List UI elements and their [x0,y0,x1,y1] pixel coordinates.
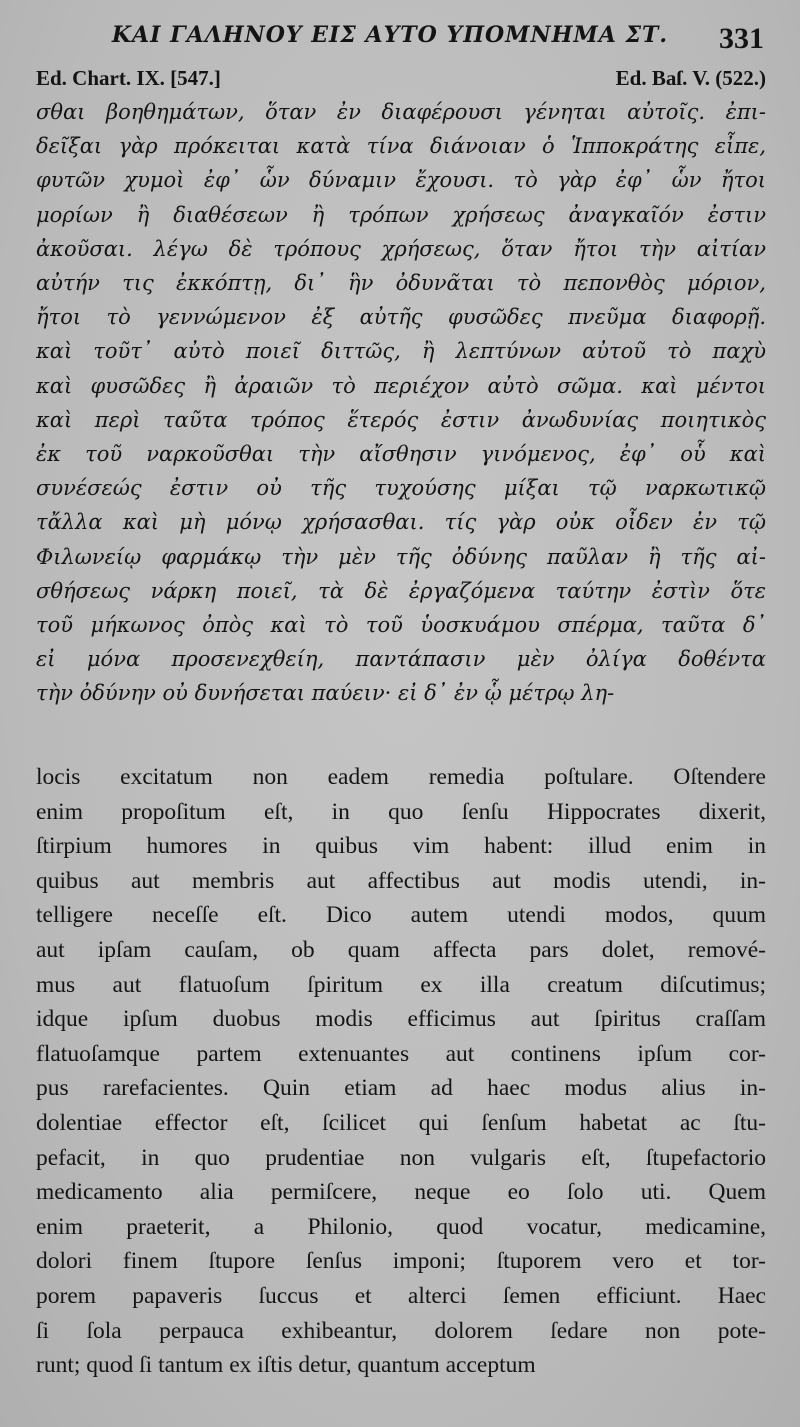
latin-text-line: idque ipſum duobus modis efficimus aut ſpiritus craſſam [36,1006,766,1033]
latin-text-line: pus rarefacientes. Quin etiam ad haec modus alius in- [36,1075,766,1102]
greek-text-line: φυτῶν χυμοὶ ἐφ᾽ ὧν δύναμιν ἔχουσι. τὸ γὰρ ἐφ᾽ ὧν ἤτοι [36,168,766,193]
greek-text-line: τἄλλα καὶ μὴ μόνῳ χρήσασθαι. τίς γὰρ οὐκ οἶδεν ἐν τῷ [36,510,766,535]
greek-text-line: ἤτοι τὸ γεννώμενον ἐξ αὐτῆς φυσῶδες πνεῦμα διαφορῇ. [36,305,766,330]
page-number: 331 [719,22,764,55]
greek-text-line: δεῖξαι γὰρ πρόκειται κατὰ τίνα διάνοιαν ὁ Ἱπποκράτης εἶπε, [36,134,766,159]
greek-text-line: ἐκ τοῦ ναρκοῦσθαι τὴν αἴσθησιν γινόμενος, ἐφ᾽ οὗ καὶ [36,442,766,467]
greek-text-line: εἰ μόνα προσενεχθείη, παντάπασιν μὲν ὀλίγα δοθέντα [36,647,766,672]
greek-text-line: συνέσεώς ἐστιν οὐ τῆς τυχούσης μίξαι τῷ ναρκωτικῷ [36,476,766,501]
latin-text-block [36,760,766,1383]
greek-text-line: καὶ περὶ ταῦτα τρόπος ἕτερός ἐστιν ἀνωδυνίας ποιητικὸς [36,407,766,432]
running-title: ΚΑΙ ΓΑΛΗΝΟΥ ΕΙΣ ΑΥΤΟ ΥΠΟΜΝΗΜΑ ΣΤ. [111,22,669,48]
greek-text-line: σθήσεως νάρκη ποιεῖ, τὰ δὲ ἐργαζόμενα ταύτην ἐστὶν ὅτε [36,578,766,603]
latin-text-line: locis excitatum non eadem remedia poſtulare. Oſtendere [36,764,766,790]
latin-text-line: enim propoſitum eſt, in quo ſenſu Hippocrates dixerit, [36,798,766,825]
latin-text-line: dolentiae effector eſt, ſcilicet qui ſenſum habetat ac ſtu- [36,1109,766,1136]
latin-text-line: flatuoſamque partem extenuantes aut continens ipſum cor- [36,1040,766,1067]
greek-text-line: μορίων ἢ διαθέσεων ἢ τρόπων χρήσεως ἀναγκαῖόν ἐστιν [36,202,766,227]
latin-text-line: porem papaveris ſuccus et alterci ſemen efficiunt. Haec [36,1282,766,1309]
latin-text-line: quibus aut membris aut affectibus aut modis utendi, in- [36,867,766,894]
latin-text-line: mus aut flatuoſum ſpiritum ex illa creatum diſcutimus; [36,971,766,998]
greek-text-line: τὴν ὀδύνην οὐ δυνήσεται παύειν· εἰ δ᾽ ἐν ᾧ μέτρῳ λη- [36,681,615,706]
greek-text-line: αὐτήν τις ἐκκόπτῃ, δι᾽ ἣν ὀδυνᾶται τὸ πεπονθὸς μόριον, [36,271,766,296]
greek-text-line: Φιλωνείῳ φαρμάκῳ τὴν μὲν τῆς ὀδύνης παῦλαν ἢ τῆς αἰ- [36,544,766,569]
latin-text-line: pefacit, in quo prudentiae non vulgaris eſt, ſtupefactorio [36,1144,766,1171]
greek-text-line: τοῦ μήκωνος ὀπὸς καὶ τὸ τοῦ ὑοσκυάμου σπέρμα, ταῦτα δ᾽ [36,613,766,638]
latin-text-line: runt; quod ſi tantum ex iſtis detur, quantum acceptum [36,1352,536,1379]
latin-text-line: ſtirpium humores in quibus vim habent: illud enim in [36,833,766,860]
latin-text-line: telligere neceſſe eſt. Dico autem utendi modos, quum [36,902,766,929]
greek-text-block [36,95,766,711]
latin-text-line: enim praeterit, a Philonio, quod vocatur, medicamine, [36,1213,766,1240]
latin-text-line: ſi ſola perpauca exhibeantur, dolorem ſedare non pote- [36,1317,766,1344]
greek-text-line: σθαι βοηθημάτων, ὅταν ἐν διαφέρουσι γένηται αὐτοῖς. ἐπι- [36,100,766,124]
greek-text-line: καὶ τοῦτ᾽ αὐτὸ ποιεῖ διττῶς, ἢ λεπτύνων αὐτοῦ τὸ παχὺ [36,339,766,364]
edition-reference-right: Ed. Baſ. V. (522.) [615,66,766,90]
latin-text-line: medicamento alia permiſcere, neque eo ſolo uti. Quem [36,1179,766,1206]
edition-reference-left: Ed. Chart. IX. [547.] [36,66,221,90]
latin-text-line: aut ipſam cauſam, ob quam affecta pars dolet, remové- [36,936,766,963]
latin-text-line: dolori finem ſtupore ſenſus imponi; ſtuporem vero et tor- [36,1248,766,1275]
greek-text-line: καὶ φυσῶδες ἢ ἀραιῶν τὸ περιέχον αὐτὸ σῶμα. καὶ μέντοι [36,373,766,398]
greek-text-line: ἀκοῦσαι. λέγω δὲ τρόπους χρήσεως, ὅταν ἤτοι τὴν αἰτίαν [36,236,766,261]
